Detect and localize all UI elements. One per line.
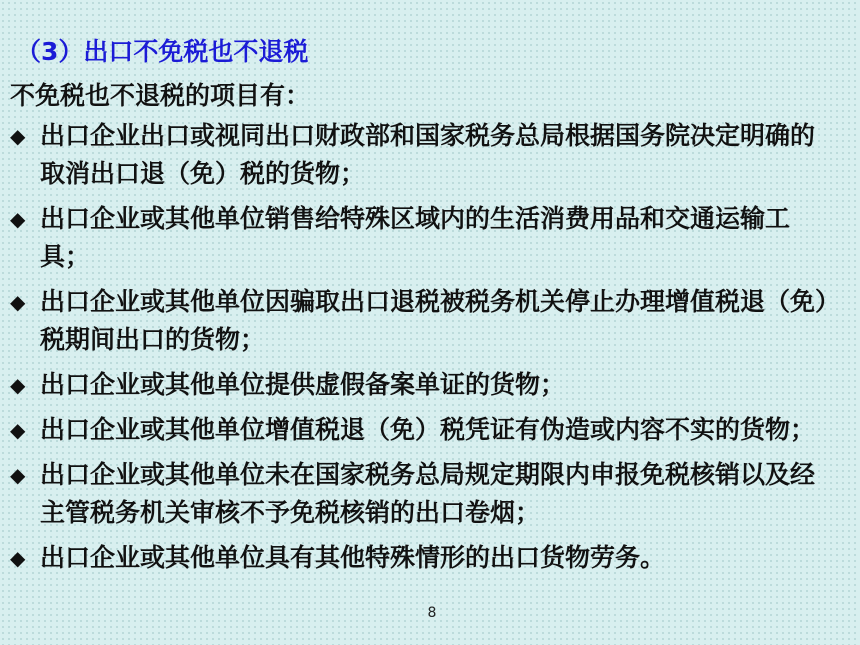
bullet-text: 出口企业或其他单位增值税退（免）税凭证有伪造或内容不实的货物； — [40, 415, 816, 444]
bullet-list — [10, 117, 840, 584]
bullet-text: 出口企业出口或视同出口财政部和国家税务总局根据国务院决定明确的取消出口退（免）税的货物； — [40, 121, 816, 188]
bullet-text: 出口企业或其他单位因骗取出口退税被税务机关停止办理增值税退（免）税期间出口的货物； — [40, 287, 828, 354]
section-heading: （3）出口不免税也不退税 — [16, 37, 309, 66]
list-item — [10, 117, 840, 193]
bullet-text: 出口企业或其他单位提供虚假备案单证的货物； — [40, 370, 566, 399]
page-number: 8 — [427, 605, 437, 621]
list-item — [10, 283, 840, 359]
diamond-bullet-icon: ◆ — [10, 546, 26, 570]
diamond-bullet-icon: ◆ — [10, 418, 26, 442]
list-item — [10, 456, 840, 532]
list-item — [10, 366, 840, 404]
bullet-text: 出口企业或其他单位销售给特殊区域内的生活消费用品和交通运输工具； — [40, 204, 791, 271]
list-item — [10, 411, 840, 449]
list-item — [10, 539, 840, 577]
bullet-text: 出口企业或其他单位具有其他特殊情形的出口货物劳务。 — [40, 543, 666, 572]
intro-text: 不免税也不退税的项目有： — [10, 81, 311, 110]
diamond-bullet-icon: ◆ — [10, 463, 26, 487]
list-item — [10, 200, 840, 276]
diamond-bullet-icon: ◆ — [10, 290, 26, 314]
diamond-bullet-icon: ◆ — [10, 373, 26, 397]
diamond-bullet-icon: ◆ — [10, 124, 26, 148]
bullet-text: 出口企业或其他单位未在国家税务总局规定期限内申报免税核销以及经主管税务机关审核不予免税核销的出口卷烟； — [40, 460, 816, 527]
diamond-bullet-icon: ◆ — [10, 207, 26, 231]
